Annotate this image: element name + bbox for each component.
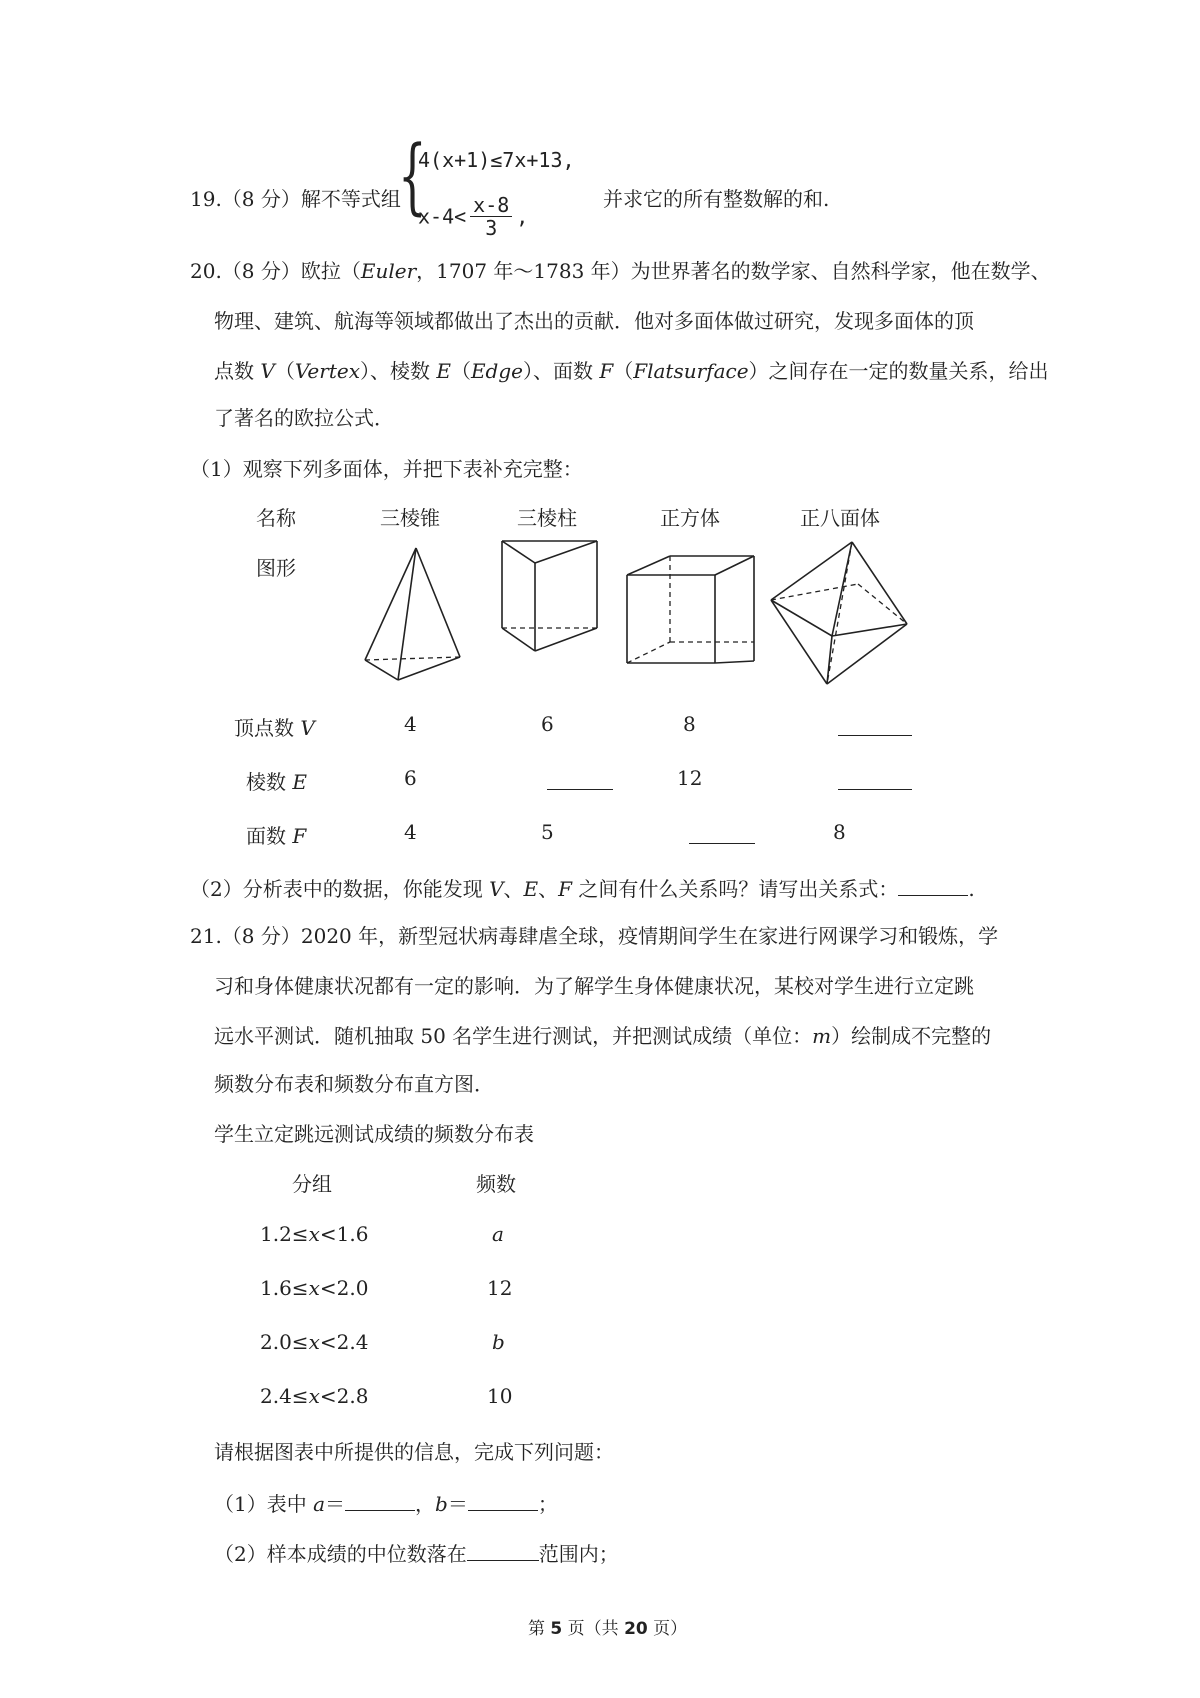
q20-l3-c: ）、棱数 <box>359 359 437 383</box>
row3-var: x <box>308 1330 320 1354</box>
row4-lo: 2.4≤ <box>260 1384 309 1408</box>
row1-var: x <box>308 1222 320 1246</box>
table-shape-label: 图形 <box>256 556 296 580</box>
q20-line-4: 了著名的欧拉公式． <box>214 406 394 430</box>
triangular-prism-figure <box>502 541 597 651</box>
fraction-denominator: 3 <box>485 216 498 240</box>
q19-label: 19.（8 分）解不等式组 <box>190 187 401 211</box>
q21-p1-bvar: b <box>435 1492 448 1516</box>
q21-p1-b: ＝ <box>325 1492 346 1516</box>
f-cube-blank[interactable] <box>689 825 755 844</box>
ineq2-tail: , <box>516 204 529 229</box>
table-name-label: 名称 <box>256 506 296 530</box>
row1-lo: 1.2≤ <box>260 1222 309 1246</box>
name-tetrahedron: 三棱锥 <box>380 506 440 530</box>
q21-part-2 <box>214 1538 619 1567</box>
name-cube: 正方体 <box>660 506 720 530</box>
q20-part-1: （1）观察下列多面体，并把下表补充完整： <box>190 457 583 481</box>
name-triangular-prism: 三棱柱 <box>517 506 577 530</box>
left-brace: { <box>398 129 427 224</box>
q21-l3-a: 远水平测试．随机抽取 50 名学生进行测试，并把测试成绩（单位： <box>214 1024 813 1048</box>
e-prism-blank[interactable] <box>547 771 613 790</box>
q21-l3-b: ）绘制成不完整的 <box>831 1024 992 1048</box>
face-label-text: 面数 <box>246 824 293 848</box>
relation-blank[interactable] <box>898 877 968 896</box>
row-edge-label <box>246 766 307 795</box>
q20-l3-f: （ <box>613 359 634 383</box>
footer-page: 5 <box>550 1619 563 1639</box>
q20-l3-e: ）、面数 <box>522 359 600 383</box>
q21-p1-e: ； <box>537 1492 558 1516</box>
f-tetrahedron: 4 <box>404 820 417 844</box>
q20-l3-g: ）之间存在一定的数量关系，给出 <box>748 359 1049 383</box>
freq-row-2-value: 12 <box>487 1276 513 1300</box>
polyhedra-figures <box>0 0 1200 720</box>
name-octahedron: 正八面体 <box>800 506 880 530</box>
v-octahedron-blank[interactable] <box>838 717 912 736</box>
q21-p2-b: 范围内； <box>538 1542 619 1566</box>
p2-F: F <box>558 877 573 901</box>
p2-end: . <box>968 877 975 901</box>
octahedron-figure <box>771 542 907 684</box>
q19-tail: 并求它的所有整数解的和. <box>603 187 830 211</box>
freq-table-title: 学生立定跳远测试成绩的频数分布表 <box>214 1122 534 1146</box>
f-octahedron: 8 <box>833 820 846 844</box>
fraction-numerator: x-8 <box>470 194 512 217</box>
freq-row-4-value: 10 <box>487 1384 513 1408</box>
p2-sep1: 、 <box>503 877 524 901</box>
row-vertex-label <box>234 712 315 741</box>
freq-row-2-group <box>260 1276 368 1300</box>
cube-figure <box>627 556 754 663</box>
tetrahedron-figure <box>365 548 460 680</box>
q20-l3-d: （ <box>450 359 471 383</box>
q20-line-2: 物理、建筑、航海等领域都做出了杰出的贡献．他对多面体做过研究，发现多面体的顶 <box>214 309 974 333</box>
row2-lo: 1.6≤ <box>260 1276 309 1300</box>
vertex-label-text: 顶点数 <box>234 716 301 740</box>
q20-euler: Euler <box>360 259 417 283</box>
p2-V: V <box>489 877 504 901</box>
q20-part-2 <box>190 873 975 902</box>
row2-hi: <2.0 <box>319 1276 369 1300</box>
p2-sep2: 、 <box>538 877 559 901</box>
face-var: F <box>292 824 307 848</box>
edge-var: E <box>292 770 307 794</box>
q21-line-1: 21.（8 分）2020 年，新型冠状病毒肆虐全球，疫情期间学生在家进行网课学习和锻炼，学 <box>190 924 999 948</box>
v-tetrahedron: 4 <box>404 712 417 736</box>
q20-line1-a: 20.（8 分）欧拉（ <box>190 259 361 283</box>
q20-l3-flatsurface: Flatsurface <box>633 359 749 383</box>
e-cube: 12 <box>677 766 703 790</box>
q21-p1-a: （1）表中 <box>214 1492 314 1516</box>
q21-p1-d: ＝ <box>447 1492 468 1516</box>
footer-b: 页（共 <box>562 1619 625 1639</box>
row3-lo: 2.0≤ <box>260 1330 309 1354</box>
q19-inequality-1: 4(x+1)≤7x+13, <box>418 148 575 172</box>
row2-var: x <box>308 1276 320 1300</box>
row1-hi: <1.6 <box>319 1222 369 1246</box>
row4-hi: <2.8 <box>319 1384 369 1408</box>
q20-l3-V: V <box>260 359 275 383</box>
freq-row-1-value: a <box>492 1222 504 1246</box>
p2-E: E <box>523 877 539 901</box>
freq-row-1-group <box>260 1222 368 1246</box>
q21-line-4: 频数分布表和频数分布直方图． <box>214 1072 494 1096</box>
ineq2-lhs: x-4< <box>418 204 467 229</box>
q20-l3-F: F <box>599 359 614 383</box>
col-group-header: 分组 <box>292 1172 332 1196</box>
q20-line1-b: ，1707 年～1783 年）为世界著名的数学家、自然科学家，他在数学、 <box>416 259 1051 283</box>
freq-row-3-group <box>260 1330 368 1354</box>
row4-var: x <box>308 1384 320 1408</box>
q20-l3-a: 点数 <box>214 359 261 383</box>
q21-l3-m: m <box>812 1024 832 1048</box>
v-cube: 8 <box>683 712 696 736</box>
p2-a: （2）分析表中的数据，你能发现 <box>190 877 490 901</box>
median-answer-blank[interactable] <box>467 1542 539 1561</box>
p2-b: 之间有什么关系吗？请写出关系式： <box>572 877 899 901</box>
freq-row-3-value: b <box>492 1330 505 1354</box>
q21-p2-a: （2）样本成绩的中位数落在 <box>214 1542 467 1566</box>
row3-hi: <2.4 <box>319 1330 369 1354</box>
q21-prompt: 请根据图表中所提供的信息，完成下列问题： <box>214 1440 614 1464</box>
v-prism: 6 <box>541 712 554 736</box>
page-footer <box>528 1614 687 1639</box>
footer-total: 20 <box>624 1619 648 1639</box>
col-freq-header: 频数 <box>476 1172 516 1196</box>
q21-p1-avar: a <box>313 1492 326 1516</box>
footer-a: 第 <box>528 1619 551 1639</box>
q21-p1-c: ， <box>415 1492 436 1516</box>
q20-l3-vertex: Vertex <box>294 359 360 383</box>
q21-part-1 <box>214 1488 558 1517</box>
f-prism: 5 <box>541 820 554 844</box>
q21-line-3 <box>214 1020 991 1049</box>
q20-l3-E: E <box>436 359 451 383</box>
b-answer-blank[interactable] <box>468 1492 538 1511</box>
edge-label-text: 棱数 <box>246 770 293 794</box>
a-answer-blank[interactable] <box>345 1492 415 1511</box>
freq-row-4-group <box>260 1384 368 1408</box>
q20-l3-b: （ <box>274 359 295 383</box>
row-face-label <box>246 820 306 849</box>
q21-line-2: 习和身体健康状况都有一定的影响．为了解学生身体健康状况，某校对学生进行立定跳 <box>214 974 974 998</box>
vertex-var: V <box>300 716 315 740</box>
footer-c: 页） <box>647 1619 688 1639</box>
e-tetrahedron: 6 <box>404 766 417 790</box>
e-octahedron-blank[interactable] <box>838 771 912 790</box>
q20-l3-edge: Edge <box>470 359 523 383</box>
